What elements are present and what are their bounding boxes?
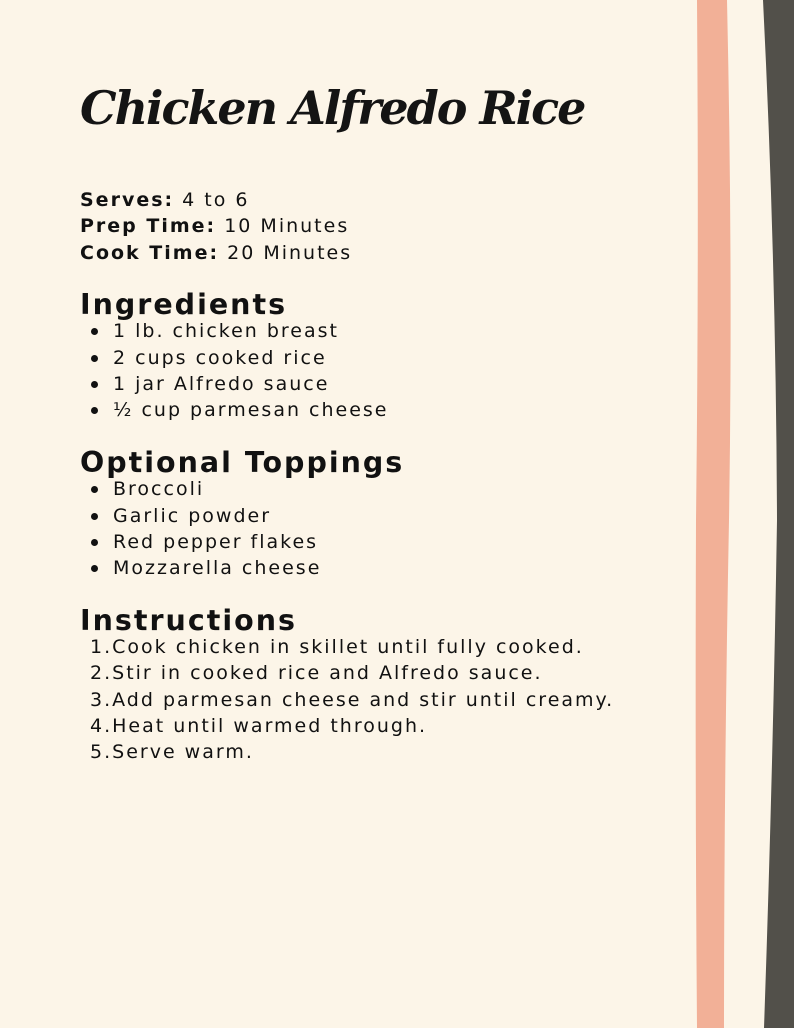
list-item [80,397,680,423]
step-text: Stir in cooked rice and Alfredo sauce. [112,662,543,685]
meta-cook-time [80,240,680,266]
topping-text: Mozzarella cheese [113,557,322,580]
bullet-icon [91,381,98,388]
step-text: Heat until warmed through. [112,714,428,737]
step-number: 2. [90,662,113,685]
meta-label: Serves: [80,189,175,211]
list-item [80,660,680,686]
bullet-icon [91,328,98,335]
list-item [80,713,680,739]
list-item [80,476,680,502]
meta-prep-time [80,213,680,239]
meta-serves [80,187,680,213]
meta-label: Prep Time: [80,215,217,238]
list-item [80,529,680,555]
bullet-icon [91,407,98,414]
recipe-body [80,187,680,766]
bullet-icon [91,513,98,520]
list-item [80,555,680,581]
ingredients-list [80,318,680,423]
list-item [80,634,680,660]
meta-value: 10 Minutes [224,215,350,238]
list-item [80,371,680,397]
step-number: 3. [90,688,113,711]
ingredient-text: 2 cups cooked rice [113,346,327,369]
list-item [80,345,680,371]
toppings-list [80,476,680,581]
meta-label: Cook Time: [80,241,220,264]
step-text: Add parmesan cheese and stir until creamy. [112,688,615,711]
step-text: Cook chicken in skillet until fully cooked. [112,636,584,659]
bullet-icon [91,486,98,493]
topping-text: Red pepper flakes [113,530,319,553]
recipe-meta [80,187,680,266]
instructions-list [80,634,680,765]
step-number: 5. [90,741,113,764]
bullet-icon [91,565,98,572]
step-text: Serve warm. [112,741,254,764]
list-item [80,503,680,529]
topping-text: Broccoli [113,478,205,501]
ingredient-text: 1 jar Alfredo sauce [113,373,330,396]
ingredients-heading: Ingredients [80,288,288,322]
instructions-heading: Instructions [80,603,297,637]
step-number: 1. [90,636,113,659]
recipe-title: Chicken Alfredo Rice [80,81,585,135]
list-item [80,687,680,713]
meta-value: 4 to 6 [182,189,250,211]
ingredient-text: ½ cup parmesan cheese [113,399,389,422]
topping-text: Garlic powder [113,504,272,527]
ingredient-text: 1 lb. chicken breast [113,320,339,343]
peach-stripe [696,0,731,1028]
bullet-icon [91,539,98,546]
step-number: 4. [90,714,113,737]
list-item [80,739,680,765]
toppings-heading: Optional Toppings [80,445,405,479]
dark-stripe [763,0,794,1028]
list-item [80,318,680,344]
meta-value: 20 Minutes [227,241,353,264]
bullet-icon [91,355,98,362]
